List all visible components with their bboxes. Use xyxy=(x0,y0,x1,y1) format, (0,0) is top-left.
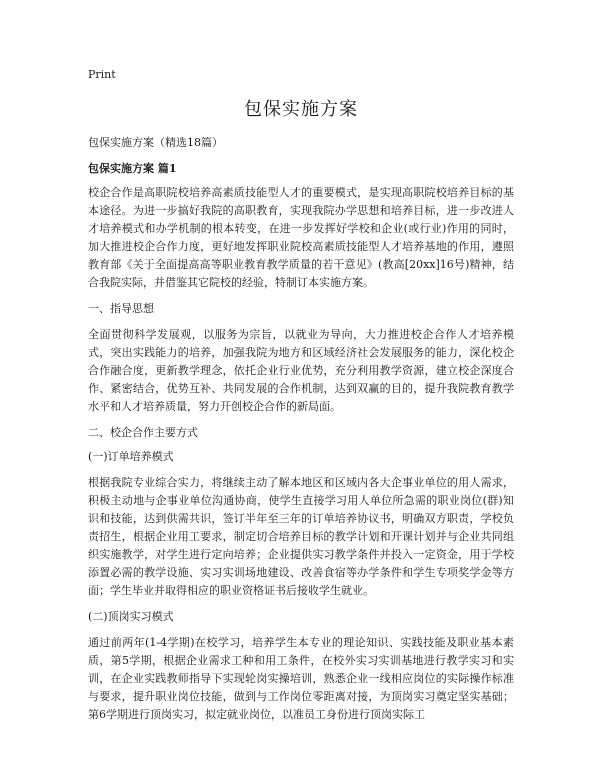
subtitle: 包保实施方案（精选18篇） xyxy=(88,136,223,149)
section-heading: 包保实施方案 篇1 xyxy=(88,162,177,175)
intro-paragraph: 校企合作是高职院校培养高素质技能型人才的重要模式，是实现高职院校培养目标的基本途径。为进一步搞好我院的高职教育，实现我院办学思想和培养目标，进一步改进人才培养模式和办学机制的根本转变，在进一步发挥好学校和企业(或行业)作用的同时，加大推进校企合作力度，更好地发挥职业院校高素质技能型人才培养基地的作用，遵照教育部《关于全面提高高等职业教育教学质量的若干意见》(教高[20xx]16号)精神，结合我院实际，并借鉴其它院校的经验，特制订本实施方案。 xyxy=(88,186,514,289)
order-training-heading: (一)订单培养模式 xyxy=(88,450,174,463)
page-title: 包保实施方案 xyxy=(244,99,358,120)
guiding-heading: 一、指导思想 xyxy=(88,302,154,315)
modes-heading: 二、校企合作主要方式 xyxy=(88,426,198,439)
post-internship-heading: (二)顶岗实习模式 xyxy=(88,610,174,623)
guiding-paragraph: 全面贯彻科学发展观，以服务为宗旨，以就业为导向，大力推进校企合作人才培养模式，突出实践能力的培养，加强我院为地方和区域经济社会发展服务的能力，深化校企合作融合度，更新教学理念，依托企业行业优势，充分利用教学资源，建立校企深度合作、紧密结合，优势互补、共同发展的合作机制，达到双赢的目的，提升我院教育教学水平和人才培养质量，努力开创校企合作的新局面。 xyxy=(88,328,514,413)
post-internship-paragraph: 通过前两年(1-4学期)在校学习，培养学生本专业的理论知识、实践技能及职业基本素质，第5学期，根据企业需求工种和用工条件，在校外实习实训基地进行教学实习和实训，在企业实践教师指导下实现轮岗实操培训，熟悉企业一线相应岗位的实际操作标准与要求，提升职业岗位技能，做到与工作岗位零距离对接，为顶岗实习奠定坚实基础；第6学期进行顶岗实习，拟定就业岗位，以准员工身份进行顶岗实际工 xyxy=(88,636,514,721)
order-training-paragraph: 根据我院专业综合实力，将继续主动了解本地区和区域内各大企事业单位的用人需求，积极主动地与企事业单位沟通协商，使学生直接学习用人单位所急需的职业岗位(群)知识和技能，达到供需共识，签订半年至三年的订单培养协议书，明确双方职责，学校负责招生，根据企业用工要求，制定切合培养目标的教学计划和开课计划并与企业共同组织实施教学，对学生进行定向培养；企业提供实习教学条件并投入一定资金，用于学校添置必需的教学设施、实习实训场地建设、改善食宿等办学条件和学生专项奖学金等方面；学生毕业并取得相应的职业资格证书后接收学生就业。 xyxy=(88,476,514,597)
print-label[interactable]: Print xyxy=(88,68,116,81)
